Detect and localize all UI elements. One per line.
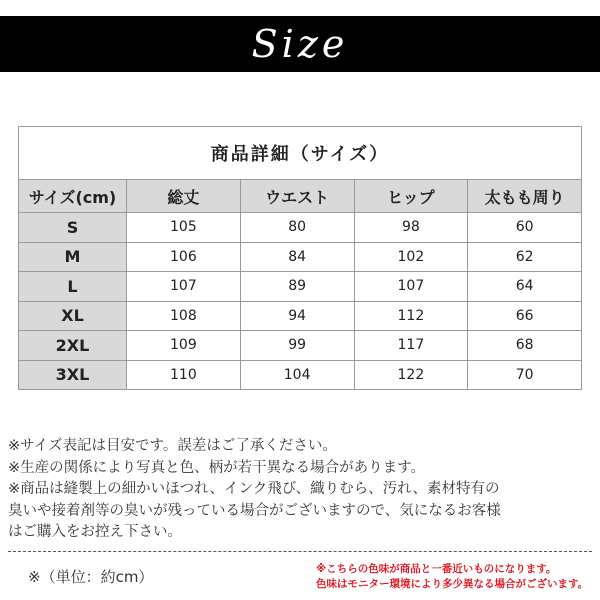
table-cell: 62 — [468, 242, 582, 272]
table-row — [19, 272, 582, 302]
table-row — [19, 242, 582, 272]
size-table — [18, 126, 582, 390]
table-header-row — [19, 180, 582, 213]
table-cell: 105 — [127, 213, 241, 243]
title-banner — [0, 16, 600, 72]
table-cell: 98 — [354, 213, 468, 243]
table-row — [19, 360, 582, 390]
column-header: ヒップ — [354, 180, 468, 213]
table-caption-row — [19, 127, 582, 180]
size-table-container — [18, 126, 582, 390]
size-label: 3XL — [19, 360, 127, 390]
color-disclaimer — [316, 562, 596, 592]
table-cell: 66 — [468, 301, 582, 331]
table-cell: 102 — [354, 242, 468, 272]
column-header: ウエスト — [240, 180, 354, 213]
table-cell: 122 — [354, 360, 468, 390]
table-cell: 108 — [127, 301, 241, 331]
column-header: 総丈 — [127, 180, 241, 213]
note-line: 臭いや接着剤等の臭いが残っている場合がございますので、気になるお客様 — [8, 502, 501, 519]
size-label: M — [19, 242, 127, 272]
table-cell: 64 — [468, 272, 582, 302]
table-cell: 112 — [354, 301, 468, 331]
table-cell: 70 — [468, 360, 582, 390]
table-cell: 107 — [354, 272, 468, 302]
notes-block — [8, 436, 594, 544]
table-caption: 商品詳細（サイズ） — [19, 127, 582, 180]
size-label: S — [19, 213, 127, 243]
size-label: L — [19, 272, 127, 302]
page-title: Size — [251, 22, 349, 66]
note-line: はご購入をお控え下さい。 — [8, 524, 182, 540]
table-cell: 106 — [127, 242, 241, 272]
size-label: 2XL — [19, 331, 127, 361]
table-cell: 84 — [240, 242, 354, 272]
disclaimer-line: ※こちらの色味が商品と一番近いものになります。 — [316, 563, 557, 575]
table-cell: 107 — [127, 272, 241, 302]
table-row — [19, 331, 582, 361]
table-row — [19, 213, 582, 243]
column-header: サイズ(cm) — [19, 180, 127, 213]
dashed-divider — [8, 551, 592, 552]
note-line: ※生産の関係により写真と色、柄が若干異なる場合があります。 — [8, 459, 425, 476]
note-line: ※商品は縫製上の細かいほつれ、インク飛び、織りむら、汚れ、素材特有の — [8, 481, 500, 497]
note-line: ※サイズ表記は目安です。誤差はご了承ください。 — [8, 438, 337, 454]
table-cell: 99 — [240, 331, 354, 361]
table-cell: 117 — [354, 331, 468, 361]
size-label: XL — [19, 301, 127, 331]
table-cell: 104 — [240, 360, 354, 390]
table-row — [19, 301, 582, 331]
table-cell: 109 — [127, 331, 241, 361]
table-cell: 68 — [468, 331, 582, 361]
table-cell: 89 — [240, 272, 354, 302]
table-cell: 110 — [127, 360, 241, 390]
table-cell: 80 — [240, 213, 354, 243]
table-cell: 94 — [240, 301, 354, 331]
table-cell: 60 — [468, 213, 582, 243]
unit-note: ※（単位：約cm） — [28, 568, 154, 586]
disclaimer-line: 色味はモニター環境により多少異なる場合がございます。 — [316, 578, 589, 590]
column-header: 太もも周り — [468, 180, 582, 213]
